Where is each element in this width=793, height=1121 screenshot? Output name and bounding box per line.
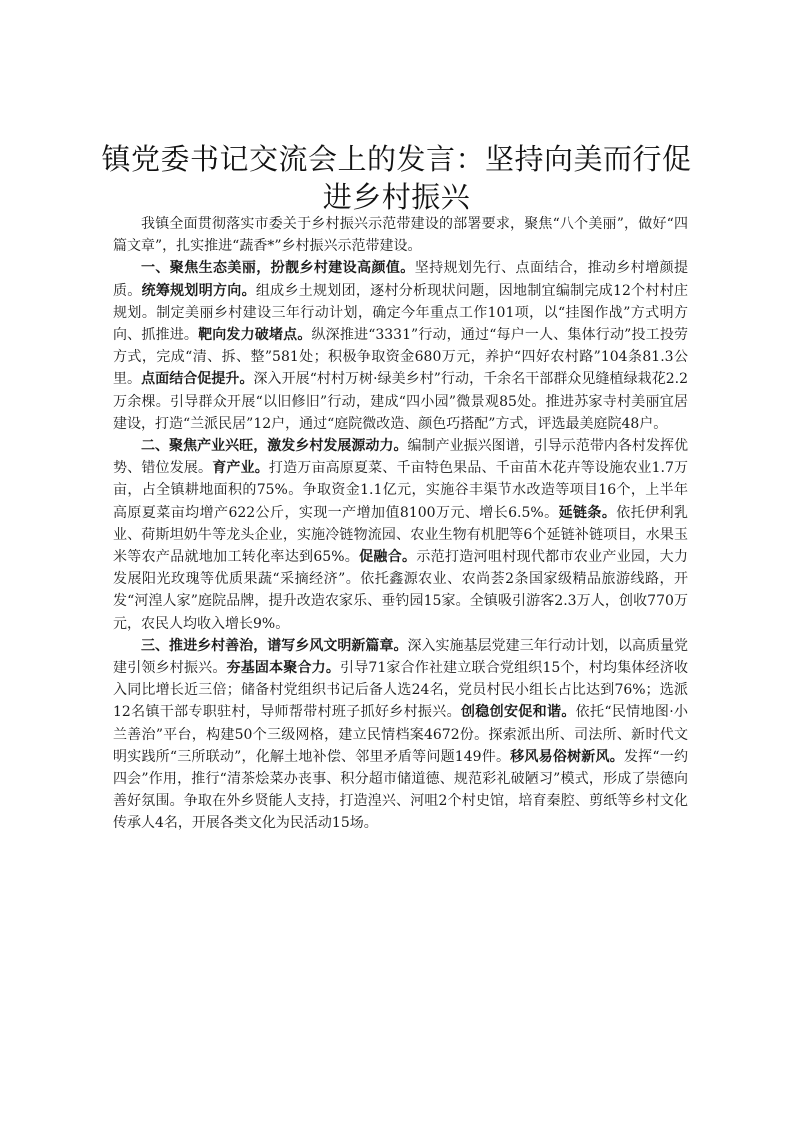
section-1-text-1: 坚持规划先行、点面结合，推动乡村增颜提质。 bbox=[113, 260, 688, 299]
document-body bbox=[113, 213, 688, 835]
section-1-text-3: 纵深推进“3331”行动，通过“每户一人、集体行动”投工投劳方式，完成“清、拆、整”581处；积极争取资金680万元，养护“四好农村路”104条81.3公里。 bbox=[113, 327, 689, 388]
section-2-text-2: 打造万亩高原夏菜、千亩特色果品、千亩苗木花卉等设施农业1.7万亩，占全镇耕地面积的75%。争取资金1.1亿元，实施谷丰渠节水改造等项目16个，上半年高原夏菜亩均增产622公斤，实现一产增加值8100万元、增长6.5%。 bbox=[113, 460, 689, 521]
section-3-paragraph bbox=[113, 635, 688, 835]
section-1-keypoint-3: 点面结合促提升。 bbox=[141, 371, 254, 388]
section-3-heading: 三、推进乡村善治，谱写乡风文明新篇章。 bbox=[141, 637, 408, 654]
section-3-keypoint-1: 夯基固本聚合力。 bbox=[226, 660, 341, 677]
section-2-keypoint-2: 延链条。 bbox=[558, 504, 617, 521]
section-2-keypoint-1: 育产业。 bbox=[212, 460, 269, 477]
section-3-keypoint-2: 创稳创安促和谐。 bbox=[460, 704, 576, 721]
intro-paragraph: 我镇全面贯彻落实市委关于乡村振兴示范带建设的部署要求，聚焦“八个美丽”，做好“四篇文章”，扎实推进“蔬香*”乡村振兴示范带建设。 bbox=[113, 216, 688, 255]
section-1-heading: 一、聚焦生态美丽，扮靓乡村建设高颜值。 bbox=[141, 260, 415, 277]
section-2-paragraph bbox=[113, 435, 688, 635]
section-1-text-2: 组成乡土规划团，逐村分析现状问题，因地制宜编制完成12个村村庄规划。制定美丽乡村建设三年行动计划，确定今年重点工作101项，以“挂图作战”方式明方向、抓推进。 bbox=[113, 282, 688, 344]
document-title: 镇党委书记交流会上的发言：坚持向美而行促进乡村振兴 bbox=[101, 142, 692, 214]
section-3-text-2: 引导71家合作社建立联合党组织15个，村均集体经济收入同比增长近三倍；储备村党组织书记后备人选24名，党员村民小组长占比达到76%；选派12名镇干部专职驻村，导师帮带村班子抓好乡村振兴。 bbox=[113, 660, 688, 721]
section-2-text-3: 依托伊利乳业、荷斯坦奶牛等龙头企业，实施冷链物流园、农业生物有机肥等6个延链补链项目，水果玉米等农产品就地加工转化率达到65%。 bbox=[113, 504, 689, 566]
section-1-text-4: 深入开展“村村万树·绿美乡村”行动，千余名干部群众见缝植绿栽花2.2万余棵。引导群众开展“以旧修旧”行动，建成“四小园”微景观85处。推进苏家寺村美丽宜居建设，打造“兰派民居”12户，通过“庭院微改造、颜色巧搭配”方式，评选最美庭院48户。 bbox=[113, 371, 689, 432]
section-3-text-4: 发挥“一约四会”作用，推行“清茶烩菜办丧事、积分超市储道德、规范彩礼破陋习”模式，形成了崇德向善好氛围。争取在外乡贤能人支持，打造湟兴、河咀2个村史馆，培育秦腔、剪纸等乡村文化传承人4名，开展各类文化为民活动15场。 bbox=[113, 748, 688, 832]
section-1-keypoint-1: 统筹规划明方向。 bbox=[141, 282, 256, 299]
section-1-paragraph bbox=[113, 257, 688, 435]
section-2-keypoint-3: 促融合。 bbox=[359, 549, 417, 566]
section-3-text-1: 深入实施基层党建三年行动计划，以高质量党建引领乡村振兴。 bbox=[113, 637, 688, 677]
section-3-keypoint-3: 移风易俗树新风。 bbox=[510, 748, 624, 765]
section-2-text-4: 示范打造河咀村现代都市农业产业园，大力发展阳光玫瑰等优质果蔬“采摘经济”。依托鑫源农业、农尚荟2条国家级精品旅游线路，开发“河湟人家”庭院品牌，提升改造农家乐、垂钓园15家。全镇吸引游客2.3万人，创收770万元，农民人均收入增长9%。 bbox=[113, 549, 688, 632]
section-3-text-3: 依托“民情地图·小兰善治”平台，构建50个三级网格，建立民情档案4672份。探索派出所、司法所、新时代文明实践所“三所联动”，化解土地补偿、邻里矛盾等问题149件。 bbox=[113, 704, 688, 765]
section-1-keypoint-2: 靶向发力破堵点。 bbox=[198, 327, 312, 344]
section-2-text-1: 编制产业振兴图谱，引导示范带内各村发挥优势、错位发展。 bbox=[113, 438, 688, 477]
section-2-heading: 二、聚焦产业兴旺，激发乡村发展源动力。 bbox=[141, 438, 408, 455]
